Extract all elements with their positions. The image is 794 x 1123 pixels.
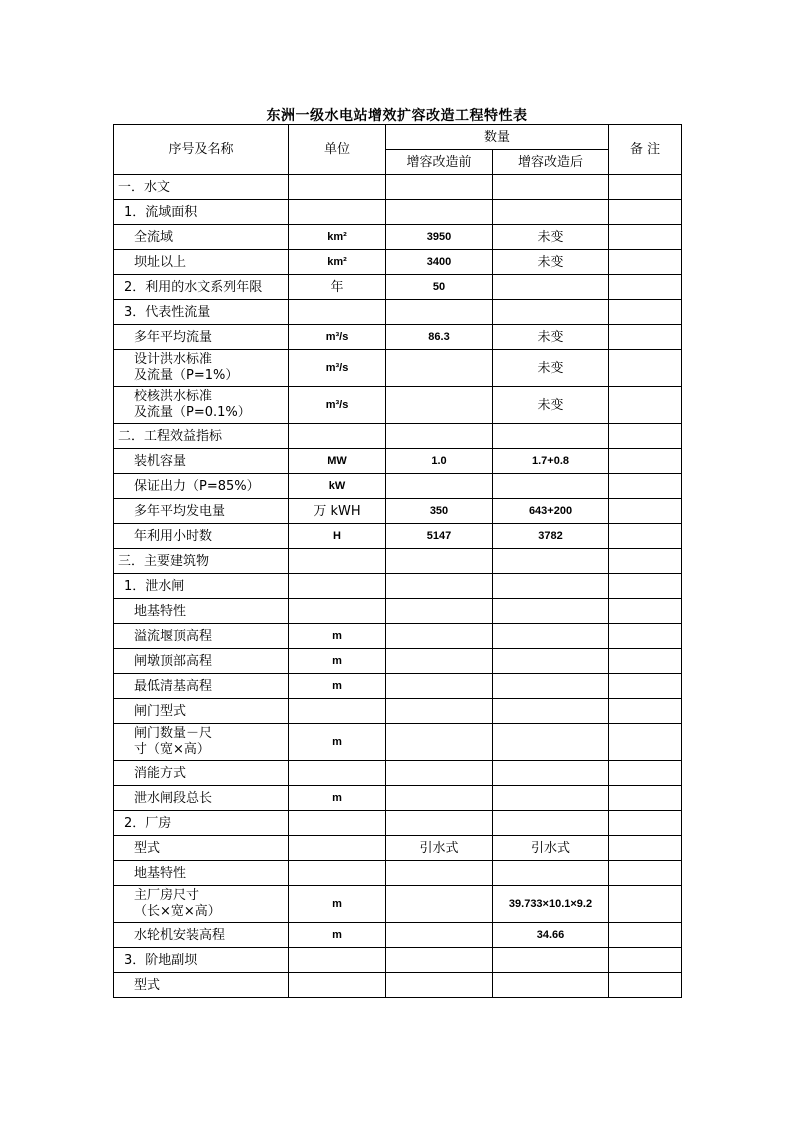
row-before bbox=[386, 699, 493, 724]
row-before: 5147 bbox=[386, 524, 493, 549]
table-row bbox=[114, 449, 682, 474]
table-row bbox=[114, 948, 682, 973]
page-title: 东洲一级水电站增效扩容改造工程特性表 bbox=[266, 108, 528, 124]
header-after: 增容改造后 bbox=[493, 150, 609, 175]
row-unit: H bbox=[289, 524, 386, 549]
table-row bbox=[114, 699, 682, 724]
row-after bbox=[493, 861, 609, 886]
row-name: 保证出力（P=85%） bbox=[114, 474, 289, 499]
row-unit: m bbox=[289, 624, 386, 649]
table-row bbox=[114, 350, 682, 387]
row-unit: m bbox=[289, 674, 386, 699]
row-before bbox=[386, 350, 493, 387]
row-before bbox=[386, 387, 493, 424]
row-unit bbox=[289, 200, 386, 225]
row-before bbox=[386, 200, 493, 225]
table-row bbox=[114, 549, 682, 574]
row-unit: 年 bbox=[289, 275, 386, 300]
table-row bbox=[114, 811, 682, 836]
row-remark bbox=[609, 861, 682, 886]
row-before bbox=[386, 599, 493, 624]
table-row bbox=[114, 300, 682, 325]
row-before bbox=[386, 861, 493, 886]
row-remark bbox=[609, 225, 682, 250]
row-remark bbox=[609, 250, 682, 275]
row-before bbox=[386, 424, 493, 449]
table-row bbox=[114, 599, 682, 624]
row-remark bbox=[609, 649, 682, 674]
row-after: 39.733×10.1×9.2 bbox=[493, 886, 609, 923]
row-unit: m bbox=[289, 724, 386, 761]
row-before bbox=[386, 811, 493, 836]
row-name: 型式 bbox=[114, 973, 289, 998]
row-remark bbox=[609, 549, 682, 574]
row-name: 校核洪水标准 及流量（P=0.1%） bbox=[114, 387, 289, 424]
header-remark: 备 注 bbox=[609, 125, 682, 175]
table-header-row bbox=[114, 125, 682, 150]
table-row bbox=[114, 649, 682, 674]
row-name: 地基特性 bbox=[114, 861, 289, 886]
row-name: 3．阶地副坝 bbox=[114, 948, 289, 973]
row-name: 闸墩顶部高程 bbox=[114, 649, 289, 674]
row-unit bbox=[289, 574, 386, 599]
row-after bbox=[493, 424, 609, 449]
row-name: 坝址以上 bbox=[114, 250, 289, 275]
row-before bbox=[386, 923, 493, 948]
row-after: 未变 bbox=[493, 225, 609, 250]
row-unit bbox=[289, 699, 386, 724]
row-after bbox=[493, 275, 609, 300]
table-row bbox=[114, 786, 682, 811]
row-name: 消能方式 bbox=[114, 761, 289, 786]
row-after: 34.66 bbox=[493, 923, 609, 948]
row-remark bbox=[609, 836, 682, 861]
row-remark bbox=[609, 175, 682, 200]
row-unit bbox=[289, 175, 386, 200]
table-row bbox=[114, 973, 682, 998]
row-name: 水轮机安装高程 bbox=[114, 923, 289, 948]
row-remark bbox=[609, 350, 682, 387]
row-name: 泄水闸段总长 bbox=[114, 786, 289, 811]
row-before bbox=[386, 674, 493, 699]
row-remark bbox=[609, 499, 682, 524]
row-remark bbox=[609, 599, 682, 624]
row-after: 未变 bbox=[493, 387, 609, 424]
row-after: 未变 bbox=[493, 325, 609, 350]
table-row bbox=[114, 499, 682, 524]
row-remark bbox=[609, 325, 682, 350]
row-name: 1．泄水闸 bbox=[114, 574, 289, 599]
row-unit bbox=[289, 549, 386, 574]
row-after bbox=[493, 811, 609, 836]
row-remark bbox=[609, 474, 682, 499]
row-remark bbox=[609, 449, 682, 474]
row-unit bbox=[289, 300, 386, 325]
row-after bbox=[493, 948, 609, 973]
row-unit: MW bbox=[289, 449, 386, 474]
row-remark bbox=[609, 624, 682, 649]
row-before bbox=[386, 886, 493, 923]
row-before bbox=[386, 300, 493, 325]
table-row bbox=[114, 836, 682, 861]
header-unit: 单位 bbox=[289, 125, 386, 175]
row-unit bbox=[289, 761, 386, 786]
table-row bbox=[114, 574, 682, 599]
row-after bbox=[493, 200, 609, 225]
row-remark bbox=[609, 724, 682, 761]
row-remark bbox=[609, 424, 682, 449]
row-before: 引水式 bbox=[386, 836, 493, 861]
row-after: 1.7+0.8 bbox=[493, 449, 609, 474]
row-before bbox=[386, 973, 493, 998]
header-name: 序号及名称 bbox=[114, 125, 289, 175]
row-name: 溢流堰顶高程 bbox=[114, 624, 289, 649]
row-after bbox=[493, 549, 609, 574]
row-before: 86.3 bbox=[386, 325, 493, 350]
table-row bbox=[114, 225, 682, 250]
row-after bbox=[493, 300, 609, 325]
table-row bbox=[114, 175, 682, 200]
row-unit bbox=[289, 811, 386, 836]
row-name: 闸门数量－尺 寸（宽×高） bbox=[114, 724, 289, 761]
table-row bbox=[114, 250, 682, 275]
row-name: 3．代表性流量 bbox=[114, 300, 289, 325]
table-row bbox=[114, 325, 682, 350]
row-remark bbox=[609, 786, 682, 811]
row-unit: m³/s bbox=[289, 325, 386, 350]
header-quantity: 数量 bbox=[386, 125, 609, 150]
row-before bbox=[386, 761, 493, 786]
row-after bbox=[493, 574, 609, 599]
row-before bbox=[386, 175, 493, 200]
row-unit bbox=[289, 599, 386, 624]
row-remark bbox=[609, 699, 682, 724]
row-after bbox=[493, 786, 609, 811]
row-remark bbox=[609, 811, 682, 836]
row-name: 2．厂房 bbox=[114, 811, 289, 836]
row-name: 型式 bbox=[114, 836, 289, 861]
row-after bbox=[493, 624, 609, 649]
table-row bbox=[114, 275, 682, 300]
row-name: 2．利用的水文系列年限 bbox=[114, 275, 289, 300]
row-name: 多年平均流量 bbox=[114, 325, 289, 350]
row-name: 闸门型式 bbox=[114, 699, 289, 724]
row-unit: kW bbox=[289, 474, 386, 499]
table-row bbox=[114, 474, 682, 499]
row-remark bbox=[609, 761, 682, 786]
row-name: 设计洪水标准 及流量（P=1%） bbox=[114, 350, 289, 387]
row-before bbox=[386, 649, 493, 674]
row-unit bbox=[289, 836, 386, 861]
row-name: 地基特性 bbox=[114, 599, 289, 624]
row-after bbox=[493, 175, 609, 200]
row-after bbox=[493, 474, 609, 499]
row-before: 1.0 bbox=[386, 449, 493, 474]
table-row bbox=[114, 200, 682, 225]
row-unit: km² bbox=[289, 250, 386, 275]
row-unit: m bbox=[289, 886, 386, 923]
row-unit: m³/s bbox=[289, 387, 386, 424]
row-before bbox=[386, 549, 493, 574]
row-name: 1．流域面积 bbox=[114, 200, 289, 225]
row-after: 引水式 bbox=[493, 836, 609, 861]
table-row bbox=[114, 624, 682, 649]
row-after bbox=[493, 973, 609, 998]
row-remark bbox=[609, 200, 682, 225]
row-name: 二．工程效益指标 bbox=[114, 424, 289, 449]
row-before bbox=[386, 624, 493, 649]
row-before bbox=[386, 948, 493, 973]
table-row bbox=[114, 923, 682, 948]
row-unit bbox=[289, 424, 386, 449]
row-after: 643+200 bbox=[493, 499, 609, 524]
row-after bbox=[493, 674, 609, 699]
row-after: 3782 bbox=[493, 524, 609, 549]
row-name: 主厂房尺寸 （长×宽×高） bbox=[114, 886, 289, 923]
row-after bbox=[493, 724, 609, 761]
row-remark bbox=[609, 948, 682, 973]
row-after bbox=[493, 761, 609, 786]
table-row bbox=[114, 387, 682, 424]
row-before bbox=[386, 786, 493, 811]
row-before: 3400 bbox=[386, 250, 493, 275]
table-row bbox=[114, 861, 682, 886]
row-remark bbox=[609, 923, 682, 948]
table-row bbox=[114, 674, 682, 699]
row-remark bbox=[609, 275, 682, 300]
row-name: 装机容量 bbox=[114, 449, 289, 474]
row-before: 350 bbox=[386, 499, 493, 524]
row-after bbox=[493, 599, 609, 624]
row-name: 一．水文 bbox=[114, 175, 289, 200]
row-unit: m bbox=[289, 786, 386, 811]
row-remark bbox=[609, 574, 682, 599]
row-unit: m bbox=[289, 649, 386, 674]
row-after: 未变 bbox=[493, 350, 609, 387]
row-unit: m³/s bbox=[289, 350, 386, 387]
characteristics-table bbox=[113, 124, 682, 998]
header-before: 增容改造前 bbox=[386, 150, 493, 175]
row-after bbox=[493, 699, 609, 724]
row-after bbox=[493, 649, 609, 674]
row-remark bbox=[609, 674, 682, 699]
row-unit: 万 kWH bbox=[289, 499, 386, 524]
row-unit bbox=[289, 948, 386, 973]
row-remark bbox=[609, 886, 682, 923]
row-before: 3950 bbox=[386, 225, 493, 250]
table-row bbox=[114, 524, 682, 549]
table-row bbox=[114, 886, 682, 923]
table-row bbox=[114, 761, 682, 786]
row-unit bbox=[289, 861, 386, 886]
row-name: 最低清基高程 bbox=[114, 674, 289, 699]
row-unit: m bbox=[289, 923, 386, 948]
table-row bbox=[114, 724, 682, 761]
row-after: 未变 bbox=[493, 250, 609, 275]
row-name: 多年平均发电量 bbox=[114, 499, 289, 524]
row-before bbox=[386, 574, 493, 599]
row-before bbox=[386, 474, 493, 499]
row-name: 年利用小时数 bbox=[114, 524, 289, 549]
row-unit: km² bbox=[289, 225, 386, 250]
row-unit bbox=[289, 973, 386, 998]
table-row bbox=[114, 424, 682, 449]
row-name: 三．主要建筑物 bbox=[114, 549, 289, 574]
row-remark bbox=[609, 300, 682, 325]
row-before: 50 bbox=[386, 275, 493, 300]
row-remark bbox=[609, 387, 682, 424]
row-name: 全流域 bbox=[114, 225, 289, 250]
row-remark bbox=[609, 524, 682, 549]
row-before bbox=[386, 724, 493, 761]
row-remark bbox=[609, 973, 682, 998]
